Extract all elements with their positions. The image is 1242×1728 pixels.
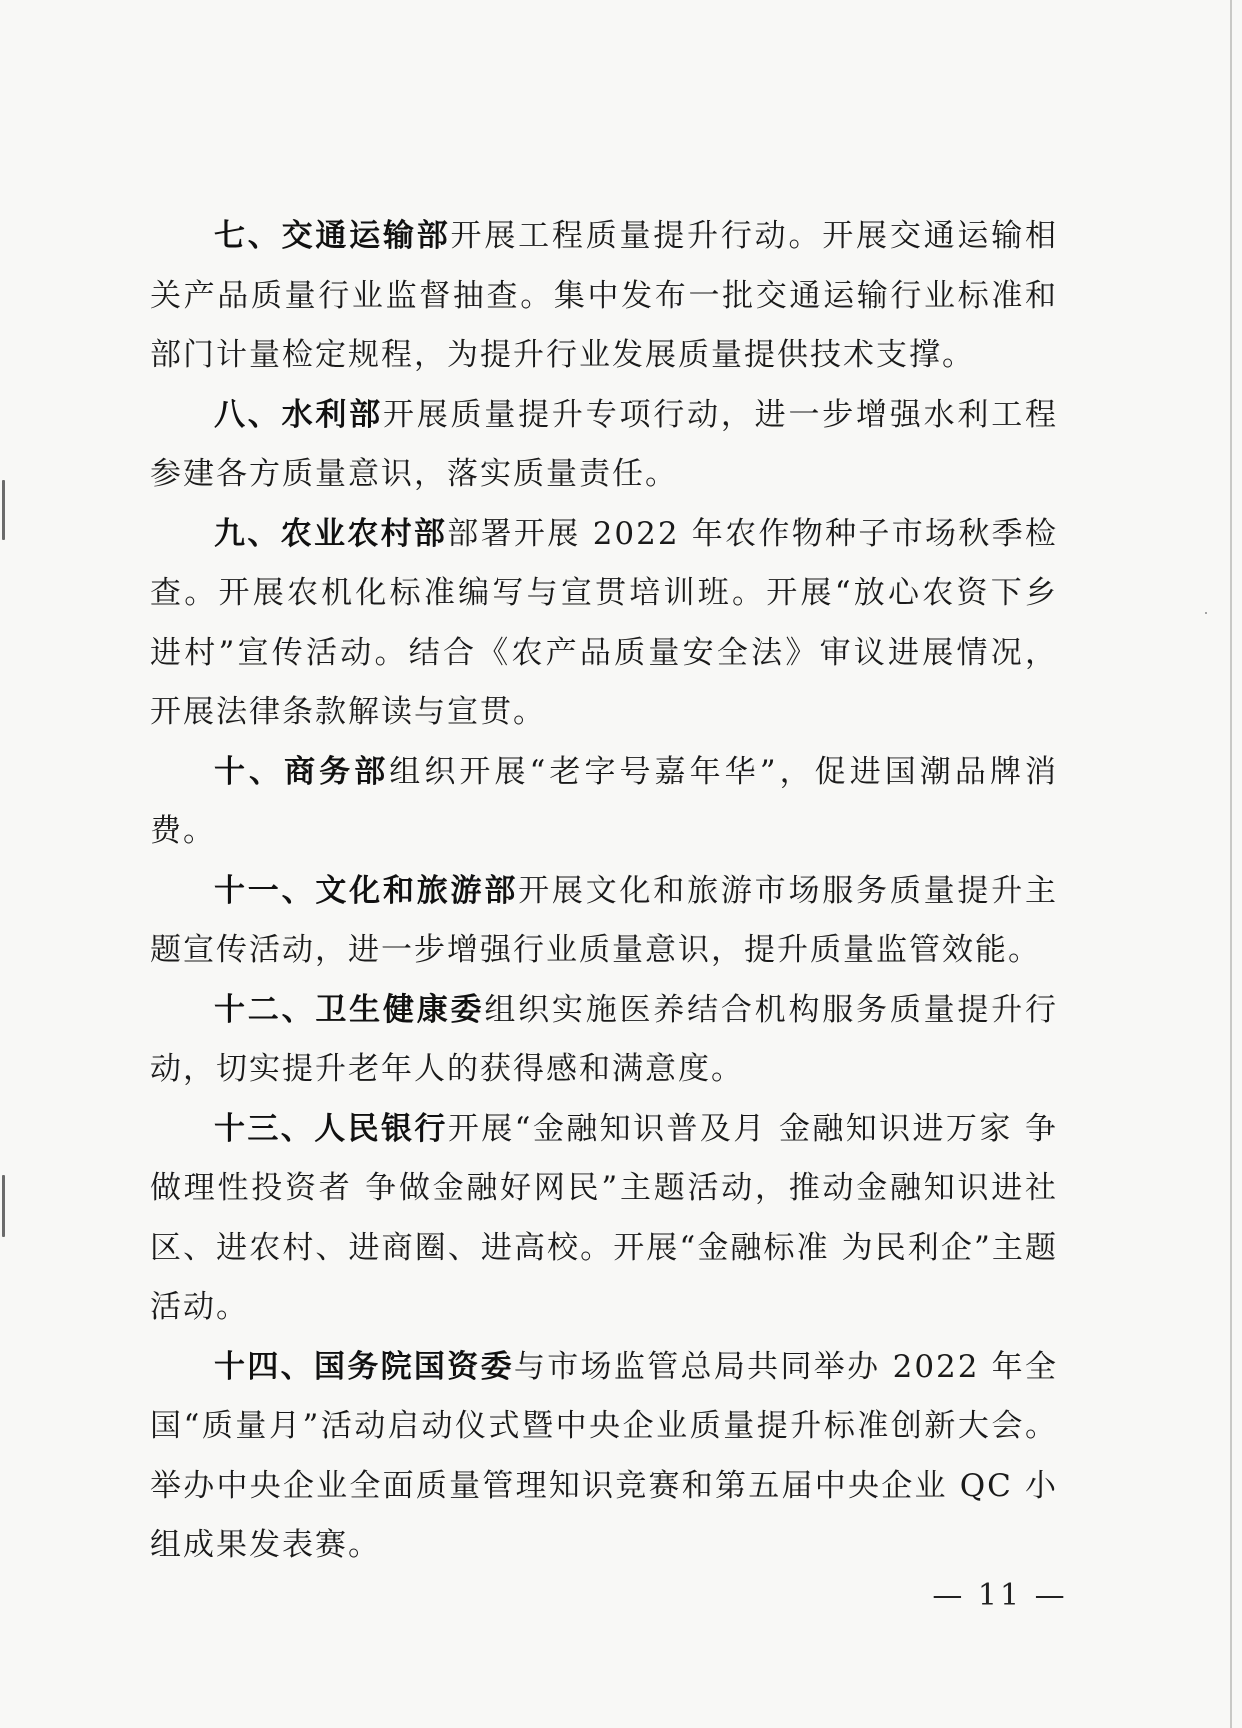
paragraph-lead: 九、农业农村部: [214, 515, 448, 552]
paragraph-culture-tourism: [150, 862, 1058, 981]
paragraph-sasac: [150, 1338, 1058, 1576]
paragraph-text: 开展文化和旅游市场服务质量提升主题宣传活动，进一步增强行业质量意识，提升质量监管效能。: [150, 872, 1058, 968]
paragraph-lead: 十、商务部: [214, 753, 390, 790]
paragraph-text: 与市场监管总局共同举办 2022 年全国“质量月”活动启动仪式暨中央企业质量提升标准创新大会。举办中央企业全面质量管理知识竞赛和第五届中央企业 QC 小组成果发表赛。: [150, 1348, 1059, 1563]
paragraph-health: [150, 981, 1058, 1100]
paragraph-text: 组织实施医养结合机构服务质量提升行动，切实提升老年人的获得感和满意度。: [150, 991, 1059, 1087]
paragraph-transport: [150, 207, 1058, 386]
paragraph-text: 部署开展 2022 年农作物种子市场秋季检查。开展农机化标准编写与宣贯培训班。开展“放心农资下乡进村”宣传活动。结合《农产品质量安全法》审议进展情况，开展法律条款解读与宣贯。: [150, 515, 1058, 730]
paragraph-lead: 八、水利部: [214, 396, 383, 433]
paragraph-text: 开展工程质量提升行动。开展交通运输相关产品质量行业监督抽查。集中发布一批交通运输行业标准和部门计量检定规程，为提升行业发展质量提供技术支撑。: [150, 218, 1059, 373]
paragraph-water: [150, 386, 1058, 505]
paragraph-lead: 十四、国务院国资委: [214, 1348, 514, 1385]
paragraph-text: 开展质量提升专项行动，进一步增强水利工程参建各方质量意识，落实质量责任。: [150, 396, 1059, 492]
paragraph-central-bank: [150, 1100, 1058, 1338]
page-number: — 11 —: [932, 1578, 1068, 1613]
scan-mark: [2, 1175, 5, 1237]
paragraph-text: 开展“金融知识普及月 金融知识进万家 争做理性投资者 争做金融好网民”主题活动，推动金融知识进社区、进农村、进商圈、进高校。开展“金融标准 为民利企”主题活动。: [150, 1110, 1058, 1325]
paragraph-commerce: [150, 743, 1058, 862]
scan-mark: [2, 480, 5, 540]
paragraph-lead: 十一、文化和旅游部: [214, 872, 519, 909]
paragraph-lead: 七、交通运输部: [214, 218, 451, 254]
paragraph-lead: 十二、卫生健康委: [214, 991, 485, 1028]
paragraph-lead: 十三、人民银行: [214, 1110, 448, 1147]
document-body: [150, 207, 1058, 1576]
paragraph-text: 组织开展“老字号嘉年华”，促进国潮品牌消费。: [150, 753, 1059, 849]
scan-dot: [1205, 612, 1207, 614]
page-edge: [1230, 0, 1232, 1728]
paragraph-agriculture: [150, 505, 1058, 743]
